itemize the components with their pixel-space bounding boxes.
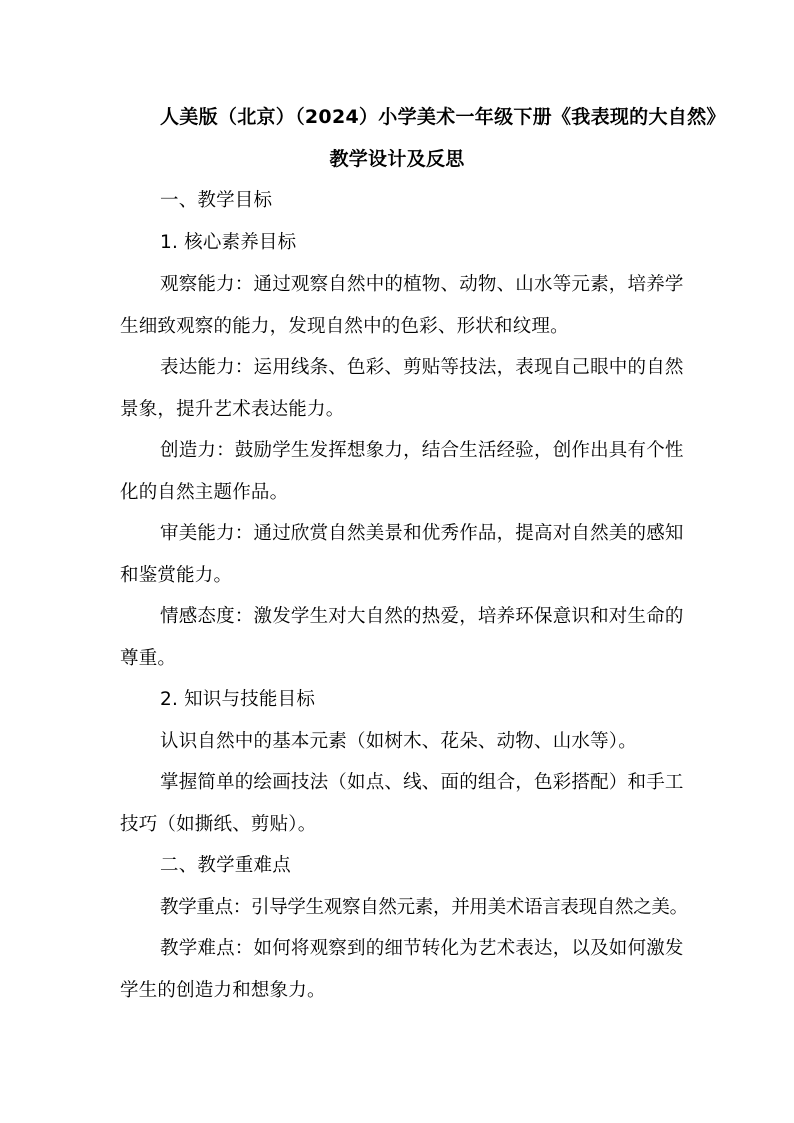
section-heading-teaching-goals: 一、教学目标	[160, 190, 273, 211]
paragraph-difficult-point-line-1: 教学难点：如何将观察到的细节转化为艺术表达，以及如何激发	[160, 938, 684, 959]
paragraph-observation-line-2: 生细致观察的能力，发现自然中的色彩、形状和纹理。	[120, 316, 569, 337]
paragraph-difficult-point-line-2: 学生的创造力和想象力。	[120, 980, 326, 1001]
paragraph-skills-line-1: 掌握简单的绘画技法（如点、线、面的组合，色彩搭配）和手工	[160, 772, 684, 793]
paragraph-creativity-line-2: 化的自然主题作品。	[120, 482, 289, 503]
document-title-line-1: 人美版（北京）（2024）小学美术一年级下册《我表现的大自然》	[160, 106, 726, 128]
paragraph-skills-line-2: 技巧（如撕纸、剪贴）。	[120, 814, 317, 835]
paragraph-observation-line-1: 观察能力：通过观察自然中的植物、动物、山水等元素，培养学	[160, 274, 684, 295]
paragraph-creativity-line-1: 创造力：鼓励学生发挥想象力，结合生活经验，创作出具有个性	[160, 440, 684, 461]
subsection-heading-core-literacy: 1. 核心素养目标	[160, 232, 297, 253]
paragraph-aesthetic-line-1: 审美能力：通过欣赏自然美景和优秀作品，提高对自然美的感知	[160, 523, 684, 544]
paragraph-aesthetic-line-2: 和鉴赏能力。	[120, 565, 233, 586]
subsection-heading-knowledge-skills: 2. 知识与技能目标	[160, 689, 316, 710]
paragraph-expression-line-1: 表达能力：运用线条、色彩、剪贴等技法，表现自己眼中的自然	[160, 357, 684, 378]
paragraph-emotion-line-2: 尊重。	[120, 648, 177, 669]
paragraph-emotion-line-1: 情感态度：激发学生对大自然的热爱，培养环保意识和对生命的	[160, 606, 684, 627]
paragraph-knowledge: 认识自然中的基本元素（如树木、花朵、动物、山水等）。	[160, 731, 637, 752]
paragraph-key-point: 教学重点：引导学生观察自然元素，并用美术语言表现自然之美。	[160, 897, 688, 918]
section-heading-key-difficult-points: 二、教学重难点	[160, 855, 291, 876]
document-title-line-2: 教学设计及反思	[329, 148, 465, 170]
paragraph-expression-line-2: 景象，提升艺术表达能力。	[120, 399, 345, 420]
